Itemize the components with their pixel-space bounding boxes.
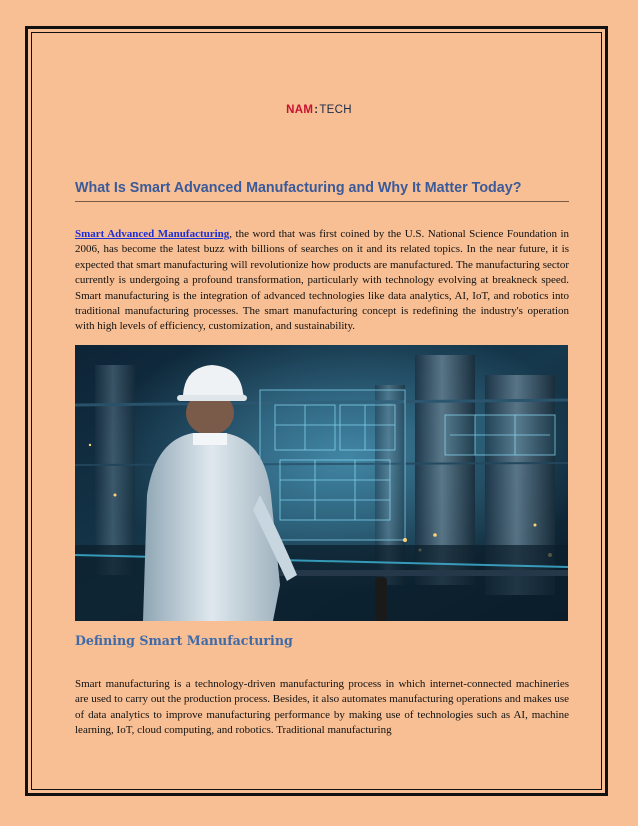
railing <box>275 570 568 576</box>
article-title: What Is Smart Advanced Manufacturing and Why It Matter Today? <box>75 180 522 196</box>
intro-paragraph-text: , the word that was first coined by the U.S. National Science Foundation in 2006, has become the latest buzz with billions of searches on it and its related topics. In the near future, it is expected that smart manufacturing will revolutionize how products are manufactured. The manufacturing sector currently is undergoing a profound transformation, particularly with technology evolving at breakneck speed. Smart manufacturing is the integration of advanced technologies like data analytics, AI, IoT, and robotics into traditional manufacturing processes. The smart manufacturing concept is redefining the industry's operation with high levels of efficiency, customization, and sustainability. <box>75 228 570 333</box>
section-heading-defining: Defining Smart Manufacturing <box>75 633 293 648</box>
hero-image-engineer-hologram <box>75 345 568 621</box>
logo-separator: : <box>314 104 319 116</box>
logo-suffix: TECH <box>319 104 352 116</box>
logo-brand: NAM <box>286 104 314 116</box>
smart-advanced-manufacturing-link[interactable]: Smart Advanced Manufacturing <box>75 228 230 240</box>
intro-paragraph <box>75 227 569 335</box>
section-paragraph: Smart manufacturing is a technology-driven manufacturing process in which internet-connected machineries are used to carry out the production process. Besides, it also automates manufacturing operations and makes use of data analytics to improve manufacturing performance by making use of technologies such as AI, machine learning, IoT, cloud computing, and robotics. Traditional manufacturing <box>75 678 569 737</box>
namtech-logo <box>0 104 638 116</box>
railing-post <box>375 577 387 621</box>
title-underline-divider <box>75 201 569 202</box>
